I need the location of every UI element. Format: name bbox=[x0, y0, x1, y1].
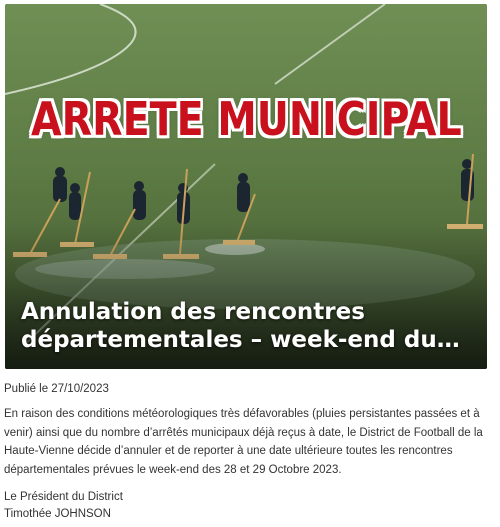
article-body: En raison des conditions météorologiques très défavorables (pluies persistantes passées et à venir) ainsi que du nombre d’arrêtés municipaux déjà reçus à date, le District de Football de la Haute-Vienne décide d’annuler et de reporter à une date ultérieure toutes les rencontres départementales prévues le week-end des 28 et 29 Octobre 2023. bbox=[4, 408, 483, 476]
article-title[interactable]: Annulation des rencontres départementales – week-end du… bbox=[21, 299, 460, 353]
arrete-municipal-banner bbox=[5, 88, 487, 150]
signature-role: Le Président du District bbox=[4, 491, 123, 503]
banner-text: ARRETE MUNICIPAL bbox=[30, 92, 462, 146]
signature-name: Timothée JOHNSON bbox=[4, 508, 111, 520]
article-hero-image[interactable] bbox=[5, 4, 487, 369]
publish-date: Publié le 27/10/2023 bbox=[4, 383, 109, 395]
signature bbox=[4, 489, 123, 523]
